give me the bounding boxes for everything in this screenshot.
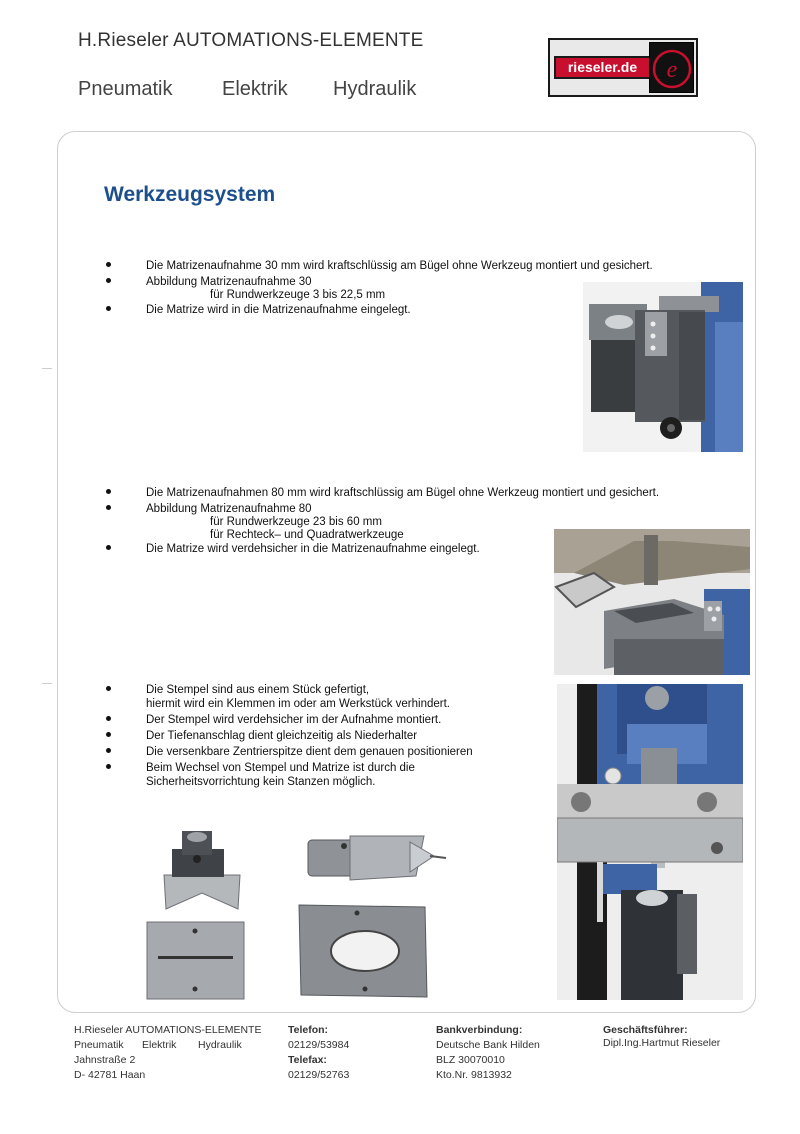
list-item: Die Matrize wird in die Matrizenaufnahme eingelegt.	[146, 304, 411, 316]
list-item: Die Stempel sind aus einem Stück gefertigt,	[146, 684, 370, 696]
list-item: Der Tiefenanschlag dient gleichzeitig als Niederhalter	[146, 730, 418, 742]
footer-street: Jahnstraße 2	[74, 1054, 136, 1066]
list-item: Die Matrizenaufnahme 30 mm wird kraftschlüssig am Bügel ohne Werkzeug montiert und gesichert.	[146, 260, 653, 272]
list-item: für Rechteck– und Quadratwerkzeuge	[210, 529, 404, 541]
list-item: Abbildung Matrizenaufnahme 30	[146, 276, 312, 288]
footer-fax-label: Telefax:	[288, 1054, 327, 1066]
bullet	[106, 686, 111, 691]
footer-fax-value: 02129/52763	[288, 1069, 350, 1081]
footer-phone-value: 02129/53984	[288, 1039, 350, 1051]
bullet	[106, 545, 111, 550]
list-item: Der Stempel wird verdehsicher im der Aufnahme montiert.	[146, 714, 442, 726]
margin-mark	[42, 683, 52, 684]
footer-category: Pneumatik	[74, 1039, 124, 1051]
list-item: Abbildung Matrizenaufnahme 80	[146, 503, 312, 515]
logo-letter: e	[666, 57, 678, 83]
logo-text: rieseler.de	[554, 56, 651, 79]
photo-die-plate-round	[297, 903, 429, 999]
bullet	[106, 306, 111, 311]
footer-city: D- 42781 Haan	[74, 1069, 146, 1081]
footer-management-name: Dipl.Ing.Hartmut Rieseler	[603, 1037, 721, 1049]
company-name: H.Rieseler AUTOMATIONS-ELEMENTE	[78, 30, 424, 51]
list-item: für Rundwerkzeuge 3 bis 22,5 mm	[210, 289, 386, 301]
bullet	[106, 505, 111, 510]
photo-die-holder-part	[158, 829, 244, 911]
category-elektrik: Elektrik	[222, 78, 288, 100]
list-item: Sicherheitsvorrichtung kein Stanzen möglich.	[146, 776, 376, 788]
photo-die-plate-slot	[146, 921, 245, 1000]
footer-bank-name: Deutsche Bank Hilden	[436, 1039, 540, 1051]
bullet	[106, 732, 111, 737]
bullet	[106, 716, 111, 721]
logo-e-icon	[649, 42, 694, 93]
bullet	[106, 764, 111, 769]
list-item: hiermit wird ein Klemmen im oder am Werkstück verhindert.	[146, 698, 450, 710]
photo-die-holder-30	[583, 282, 743, 452]
list-item: Die versenkbare Zentrierspitze dient dem genauen positionieren	[146, 746, 473, 758]
bullet	[106, 489, 111, 494]
photo-punch-tool	[306, 828, 448, 886]
category-hydraulik: Hydraulik	[333, 78, 417, 100]
margin-mark	[42, 368, 52, 369]
footer-category: Hydraulik	[198, 1039, 242, 1051]
footer-bank-account: Kto.Nr. 9813932	[436, 1069, 512, 1081]
footer-company-name: H.Rieseler AUTOMATIONS-ELEMENTE	[74, 1024, 262, 1036]
company-logo	[548, 38, 698, 97]
footer-phone-label: Telefon:	[288, 1024, 329, 1036]
list-item: Die Matrizenaufnahmen 80 mm wird kraftschlüssig am Bügel ohne Werkzeug montiert und gesichert.	[146, 487, 660, 499]
list-item: für Rundwerkzeuge 23 bis 60 mm	[210, 516, 382, 528]
bullet	[106, 262, 111, 267]
footer-category: Elektrik	[142, 1039, 177, 1051]
photo-die-holder-80	[554, 529, 750, 675]
bullet	[106, 748, 111, 753]
footer-bank-label: Bankverbindung:	[436, 1024, 523, 1036]
list-item: Beim Wechsel von Stempel und Matrize ist durch die	[146, 762, 415, 774]
category-pneumatik: Pneumatik	[78, 78, 173, 100]
footer-management-label: Geschäftsführer:	[603, 1024, 688, 1036]
list-item: Die Matrize wird verdehsicher in die Matrizenaufnahme eingelegt.	[146, 543, 480, 555]
footer-bank-blz: BLZ 30070010	[436, 1054, 505, 1066]
photo-punch-station	[557, 684, 743, 1000]
bullet	[106, 278, 111, 283]
page-title: Werkzeugsystem	[104, 183, 276, 206]
